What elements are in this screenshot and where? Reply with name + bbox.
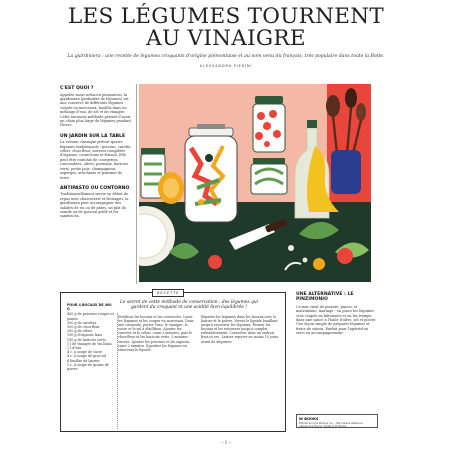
alternative-heading: UNE ALTERNATIVE : LE PINZIMONIO xyxy=(296,292,354,303)
page-number: – 1 – xyxy=(221,440,231,445)
byline: ALESSANDRA PIERINI xyxy=(199,64,253,68)
ingredient-item: 150 g d'oignons frais xyxy=(67,333,103,338)
column-divider xyxy=(136,84,137,284)
sidebar-heading: ANTIPASTO OU CONTORNO xyxy=(60,185,130,191)
ingredient-item: 200 g de céleri xyxy=(67,329,93,334)
ingredient-item: 4 c. à soupe de gros sel xyxy=(67,354,107,359)
recipe-steps-col-1: Stériliser les bocaux et les couvercles. Laver les légumes et les couper en morceaux. Dans une casserole, porter l'eau, le vinaigre, le sucre et le sel à ébullition. Ajouter les carottes et le céleri, cuire 3 minutes, puis le chou-fleur et les haricots verts, 3 minutes encore. Ajouter les poivrons et les oignons, cuire 2 minutes. Égoutter les légumes en réservant le liquide. xyxy=(118,315,194,352)
ingredients-heading: POUR 4 BOCAUX DE 400 G xyxy=(67,303,112,312)
ingredient-item: 300 g de chou-fleur xyxy=(67,325,100,330)
pickled-vegetables-illustration xyxy=(139,84,371,282)
deck-text: La giardiniera : une recette de légumes croquants d'origine piémontaise et au nom venu du français, très populaire dans toute la Botte. xyxy=(67,54,385,59)
recipe-box xyxy=(60,292,286,432)
ingredient-item: 1 c. à soupe de grains de poivre xyxy=(67,362,109,372)
ingredients-list xyxy=(67,303,115,371)
sidebar-text: Appelée aussi sottaceti piemontesi, la giardiniera (jardinière de légumes) est une conserve de différents légumes coupés en morceaux, bouillis dans un mélange d'eau, de sel et de vinaigre. Cette ancienne méthode permet d'avoir un choix plus large de légumes pendant l'hiver. xyxy=(60,92,131,128)
ingredient-item: 4 c. à soupe de sucre xyxy=(67,350,103,355)
sidebar-section xyxy=(60,86,132,128)
page-title-line-2: AU VINAIGRE xyxy=(146,26,306,51)
sidebar-section xyxy=(60,186,132,219)
alternative-section xyxy=(296,292,378,336)
ingredient-item: 1 l d'eau xyxy=(67,346,82,351)
ingredients-items xyxy=(67,312,115,371)
alternative-text: Ce mot vient de pinzare, pincer, et matrimonio, mariage : on pince les légumes crus coupés en bâtonnets et on les trempe dans une sauce à l'huile d'olive, sel et poivre. Une façon simple de préparer légumes et fruits de saison. Parfait pour l'apéritif ou servi en accompagnement. xyxy=(296,304,377,336)
page-title-line-1: LES LÉGUMES TOURNENT xyxy=(67,4,384,29)
recipe-steps-col-2: Répartir les légumes dans les bocaux avec le laurier et le poivre. Verser le liquide bouillant jusqu'à recouvrir les légumes. Fermer les bocaux et les retourner jusqu'à complet refroidissement. Conserver dans un endroit frais et sec. Laisser reposer au moins 15 jours avant de déguster. xyxy=(201,315,279,344)
ingredient-item: 300 g de carottes xyxy=(67,320,97,325)
credit-text: Extrait du livre Pizza & Co. – Ma Cuisine Italienne, Alessandra Pierini, éditions W Books. xyxy=(299,422,364,428)
sidebar xyxy=(60,86,132,225)
sidebar-text: La version classique prévoit quatre légumes traditionnels : poivron, carotte, céleri, chou-fleur, souvent complétés d'oignons, cornichons et fenouil. Elle peut être enrichie de courgettes, concombres, olives, poireaux, haricots verts, petits pois, champignons, asperges, artichauts et pommes de terre. xyxy=(60,140,132,180)
sidebar-heading: UN JARDIN SUR LA TABLE xyxy=(60,133,126,139)
sidebar-section xyxy=(60,134,132,180)
ingredient-item: 400 g de poivrons rouges et jaunes xyxy=(67,312,114,321)
recipe-tag: RECETTE xyxy=(152,289,184,297)
sidebar-text: Traditionnellement servie en début de repas avec charcuterie et fromages, la giardiniera peut accompagner des salades de riz ou de pâtes, un plat de viande ou de poisson grillé et les sandwichs. xyxy=(60,192,129,219)
ingredient-item: 150 g de haricots verts xyxy=(67,337,106,342)
sidebar-heading: C'EST QUOI ? xyxy=(60,86,94,91)
publisher-logo: W BOOKS xyxy=(299,417,319,421)
recipe-intro: Le secret de cette méthode de conservation : des légumes qui gardent du croquant et une acidité bien équilibrée ! xyxy=(119,300,259,311)
ingredient-item: 1 l de vinaigre de vin blanc xyxy=(67,341,113,346)
credit-box xyxy=(296,414,378,428)
ingredient-item: 6 feuilles de laurier xyxy=(67,358,100,363)
